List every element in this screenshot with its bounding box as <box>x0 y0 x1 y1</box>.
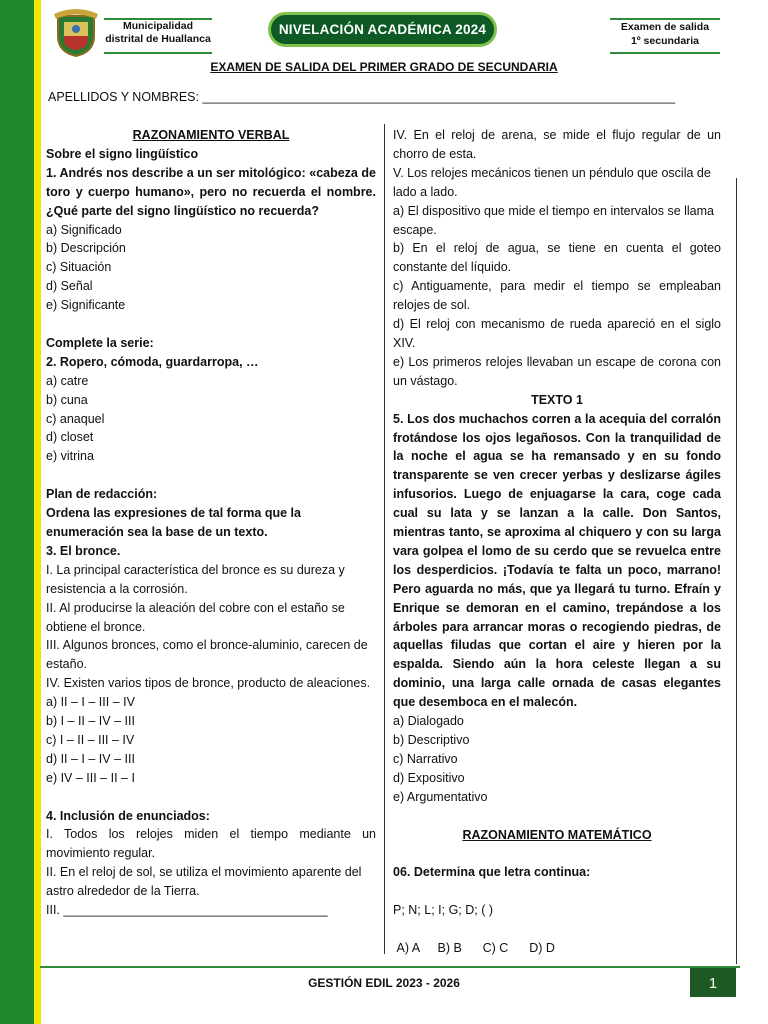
topic-plan-redaccion: Plan de redacción: <box>46 487 158 502</box>
q2-option: c) anaquel <box>46 411 105 426</box>
right-margin-rule <box>736 178 737 964</box>
q3-item: I. La principal característica del bronce es su dureza y resistencia a la corrosión. <box>46 562 345 596</box>
q1-option: e) Significante <box>46 298 126 313</box>
question-1: 1. Andrés nos describe a un ser mitológico: «cabeza de toro y cuerpo humano», pero no recuerda el nombre. ¿Qué parte del signo lingüístico no recuerda? <box>46 165 376 218</box>
q6-options <box>393 939 721 958</box>
q4-option: c) Antiguamente, para medir el tiempo se empleaban relojes de sol. <box>393 279 721 313</box>
exam-line1: Examen de salida <box>620 21 710 33</box>
q5-option: e) Argumentativo <box>393 789 488 804</box>
q3-option: e) IV – III – II – I <box>46 770 135 785</box>
q5-option: b) Descriptivo <box>393 733 470 747</box>
q3-item: III. Algunos bronces, como el bronce-aluminio, carecen de estaño. <box>46 638 368 672</box>
name-field-line: APELLIDOS Y NOMBRES: ____________________________________________________________________ <box>48 90 676 104</box>
q1-option: a) Significado <box>46 222 122 237</box>
q4-item: IV. En el reloj de arena, se mide el flujo regular de un chorro de esta. <box>393 128 721 161</box>
q3-item: II. Al producirse la aleación del cobre con el estaño se obtiene el bronce. <box>46 600 345 634</box>
q6-option: C) C <box>482 940 509 955</box>
left-yellow-stripe <box>34 0 41 1024</box>
q4-item-blank: III. ______________________________________ <box>46 903 328 918</box>
q2-option: e) vitrina <box>46 449 94 464</box>
q5-option: c) Narrativo <box>393 751 458 766</box>
question-5: 5. Los dos muchachos corren a la acequia del corralón frotándose los ojos legañosos. Con la tranquilidad de la noche el agua se ha remansado y en su fondo transparente se ven crecer yerbas y deslizarse ágiles infusorios. Luego de enjuagarse la cara, coge cada cual su lata y se lanzan a la calle. Don Santos, mientras tanto, se aproxima al chiquero y con su larga vara golpea el lomo de su cerdo que se revuelca entre los desperdicios. ¡Todavía te falta un poco, marrano! Pero aguarda no más, que ya llegará tu turno. Efraín y Enrique se demoran en el camino, trepándose a los árboles para arrancar moras o recogiendo piedras, de aquellas filudas que cortan el aire y hieren por la espalda. Siendo aún la hora celeste llegan a su dominio, una larga calle ornada de casas elegantes que desemboca en el malecón. <box>393 411 721 710</box>
question-6: 06. Determina que letra continua: <box>393 865 591 880</box>
column-divider <box>384 124 385 954</box>
q4-option: e) Los primeros relojes llevaban un escape de corona con un vástago. <box>393 354 721 388</box>
q2-option: a) catre <box>46 373 89 388</box>
topic-serie: Complete la serie: <box>46 335 154 350</box>
footer-text: GESTIÓN EDIL 2023 - 2026 <box>308 976 460 990</box>
municipality-label <box>104 18 212 54</box>
exam-line2: 1º secundaria <box>630 35 700 47</box>
left-green-stripe <box>0 0 34 1024</box>
section-title-verbal: RAZONAMIENTO VERBAL <box>132 128 290 142</box>
municipal-crest-logo <box>50 6 102 58</box>
q5-option: d) Expositivo <box>393 770 465 785</box>
q6-option: A) A <box>396 940 421 955</box>
q1-option: c) Situación <box>46 260 112 275</box>
q5-option: a) Dialogado <box>393 714 464 729</box>
left-column <box>46 126 376 920</box>
section-title-math: RAZONAMIENTO MATEMÁTICO <box>462 827 652 842</box>
question-4: 4. Inclusión de enunciados: <box>46 808 210 823</box>
main-title: EXAMEN DE SALIDA DEL PRIMER GRADO DE SECUNDARIA <box>210 60 558 74</box>
topic-plan-instructions: Ordena las expresiones de tal forma que la enumeración sea la base de un texto. <box>46 506 301 539</box>
q6-option: B) B <box>437 940 462 955</box>
page-header-title: NIVELACIÓN ACADÉMICA 2024 <box>268 12 497 47</box>
q4-item: II. En el reloj de sol, se utiliza el movimiento aparente del astro alrededor de la Tierra. <box>46 865 362 899</box>
q3-item: IV. Existen varios tipos de bronce, producto de aleaciones. <box>46 676 371 691</box>
exam-label <box>610 18 720 54</box>
question-2: 2. Ropero, cómoda, guardarropa, … <box>46 354 259 369</box>
right-column <box>393 126 721 958</box>
q1-option: b) Descripción <box>46 241 126 256</box>
q3-option: d) II – I – IV – III <box>46 751 135 766</box>
q3-option: c) I – II – III – IV <box>46 732 135 747</box>
topic-signo: Sobre el signo lingüístico <box>46 146 199 161</box>
q3-option: b) I – II – IV – III <box>46 714 135 729</box>
municipality-line1: Municipalidad <box>122 20 193 32</box>
q3-option: a) II – I – III – IV <box>46 695 135 710</box>
q4-item: I. Todos los relojes miden el tiempo mediante un movimiento regular. <box>46 827 376 861</box>
q6-series: P; N; L; I; G; D; ( ) <box>393 903 494 918</box>
page-number: 1 <box>690 968 736 997</box>
texto-1-title: TEXTO 1 <box>531 392 583 407</box>
q4-option: d) El reloj con mecanismo de rueda apareció en el siglo XIV. <box>393 317 721 350</box>
q1-option: d) Señal <box>46 279 93 294</box>
footer-rule <box>40 966 740 968</box>
q6-option: D) D <box>529 940 555 955</box>
municipality-line2: distrital de Huallanca <box>105 33 211 45</box>
q2-option: d) closet <box>46 430 94 445</box>
q4-option: a) El dispositivo que mide el tiempo en intervalos se llama escape. <box>393 203 714 237</box>
q2-option: b) cuna <box>46 392 88 407</box>
q4-item: V. Los relojes mecánicos tienen un péndulo que oscila de lado a lado. <box>393 165 711 199</box>
q4-option: b) En el reloj de agua, se tiene en cuenta el goteo constante del líquido. <box>393 241 721 275</box>
question-3: 3. El bronce. <box>46 543 121 558</box>
